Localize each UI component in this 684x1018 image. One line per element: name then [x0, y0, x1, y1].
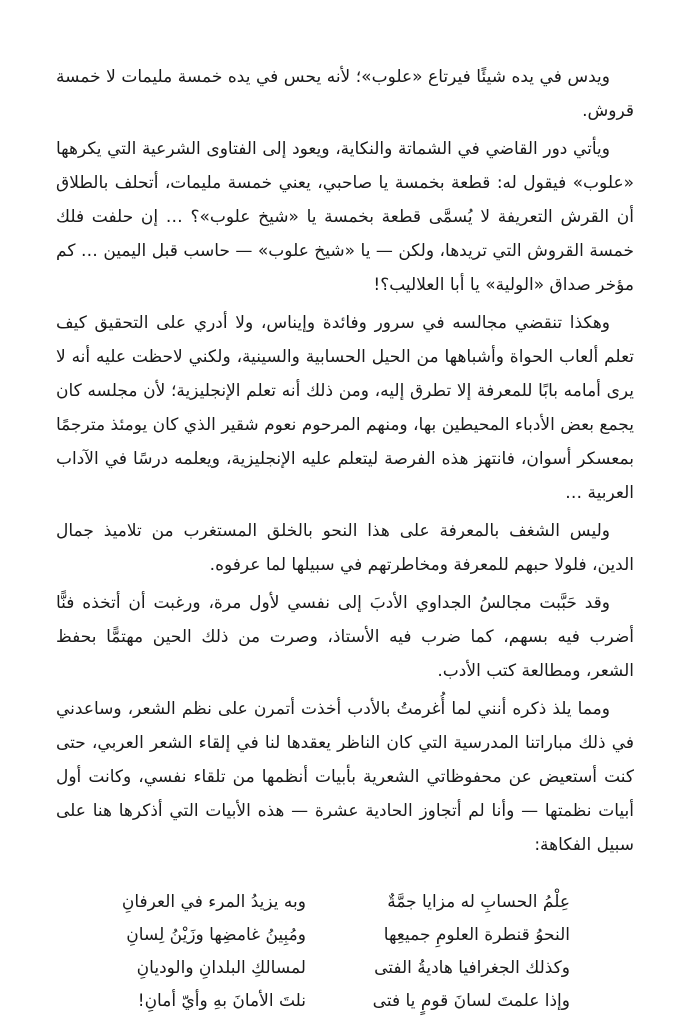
- verse-second-hemistich: ومُبِينُ غامضِها وزَيْنُ لِسانِ: [126, 925, 306, 945]
- poem-verse-2: [100, 919, 570, 952]
- paragraph-3: وهكذا تنقضي مجالسه في سرور وفائدة وإيناس، ولا أدري على التحقيق كيف تعلم ألعاب الحواة وأشباهها من الحيل الحسابية والسينية، ولكني لاحظت عليه أنه لا يرى أمامه بابًا للمعرفة إلا تطرق إليه، ومن ذلك أنه تعلم الإنجليزية؛ لأن مجلسه كان يجمع بعض الأدباء المحيطين بها، ومنهم المرحوم نعوم شقير الذي كان يومئذ مترجمًا بمعسكر أسوان، فانتهز هذه الفرصة ليتعلم عليه الإنجليزية، ويعلمه درسًا في الآداب العربية …: [56, 313, 634, 503]
- poem-verse-3: [100, 952, 570, 985]
- poem-verse-4: [100, 985, 570, 1018]
- paragraph-5: وقد حَبَّبت مجالسُ الجداوي الأدبَ إلى نفسي لأول مرة، ورغبت أن أتخذه فنًّا أضرب فيه بسهم، كما ضرب فيه الأستاذ، وصرت من ذلك الحين مهتمًّا بحفظ الشعر، ومطالعة كتب الأدب.: [56, 593, 634, 681]
- verse-second-hemistich: نلتَ الأمانَ بهِ وأيّ أمانِ!: [137, 991, 306, 1011]
- paragraph-1: ويدس في يده شيئًا فيرتاع «علوب»؛ لأنه يحس في يده خمسة مليمات لا خمسة قروش.: [56, 67, 634, 121]
- verse-first-hemistich: النحوُ قنطرة العلومِ جميعِها: [383, 925, 570, 945]
- paragraph-6: ومما يلذ ذكره أنني لما أُغرمتُ بالأدب أخذت أتمرن على نظم الشعر، وساعدني في ذلك مباراتنا المدرسية التي كان الناظر يعقدها لنا في إلقاء الشعر العربي، حتى كنت أستعيض عن محفوظاتي الشعرية بأبيات أنظمها من تلقاء نفسي، وكانت أول أبيات نظمتها — وأنا لم أتجاوز الحادية عشرة — هذه الأبيات التي أذكرها هنا على سبيل الفكاهة:: [56, 699, 634, 855]
- paragraph-4: وليس الشغف بالمعرفة على هذا النحو بالخلق المستغرب من تلاميذ جمال الدين، فلولا حبهم للمعرفة ومخاطرتهم في سبيلها لما عرفوه.: [56, 521, 634, 575]
- verse-second-hemistich: وبه يزيدُ المرء في العرفانِ: [121, 892, 306, 912]
- poem: [100, 886, 570, 1018]
- verse-first-hemistich: وإذا علمتَ لسانَ قومٍ يا فتى: [372, 991, 570, 1011]
- verse-second-hemistich: لمسالكِ البلدانِ والوديانِ: [136, 958, 306, 978]
- poem-verse-1: [100, 886, 570, 919]
- verse-first-hemistich: وكذلك الجغرافيا هاديةُ الفتى: [374, 958, 570, 978]
- verse-first-hemistich: عِلْمُ الحسابِ له مزايا جمَّةٌ: [387, 892, 570, 912]
- paragraph-2: ويأتي دور القاضي في الشماتة والنكاية، ويعود إلى الفتاوى الشرعية التي يكرهها «علوب» فيقول له: قطعة بخمسة يا صاحبي، يعني خمسة مليمات، أتحلف بالطلاق أن القرش التعريفة لا يُسمَّى قطعة بخمسة يا «شيخ علوب»؟ … إن حلفت فلك خمسة القروش التي تريدها، ولكن — يا «شيخ علوب» — حاسب قبل اليمين … كم مؤخر صداق «الولية» يا أبا العلاليب؟!: [56, 139, 634, 295]
